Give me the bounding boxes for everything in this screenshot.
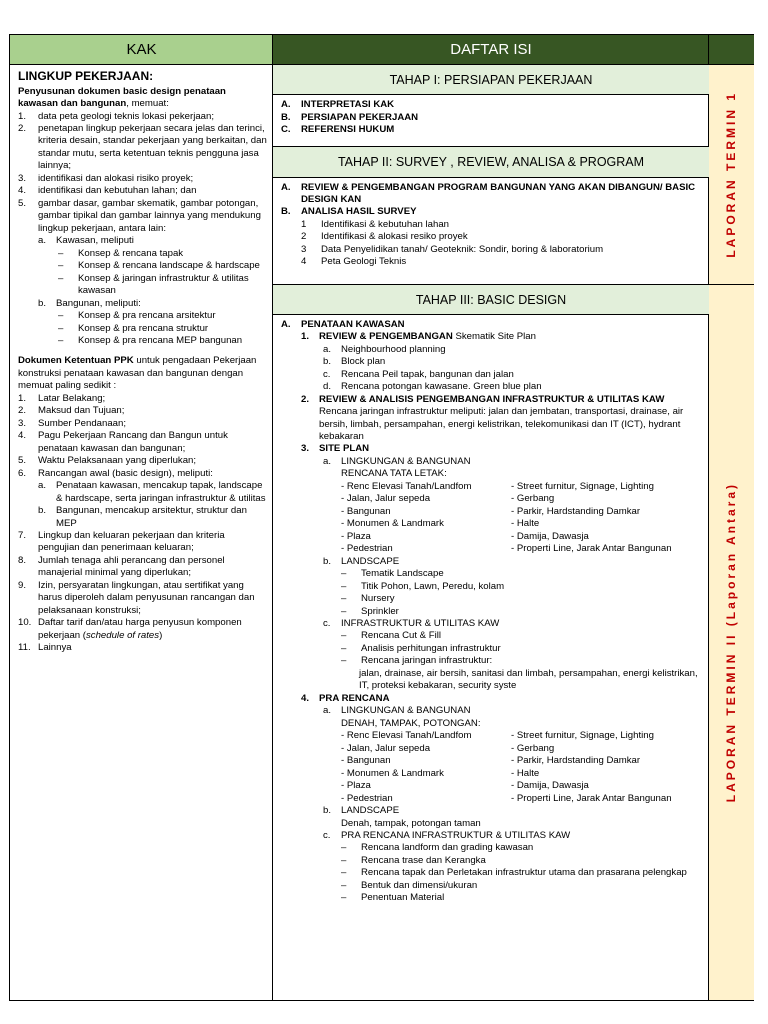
list-item	[281, 606, 703, 618]
list-number: B.	[281, 111, 291, 123]
dokumen-list	[18, 530, 267, 617]
list-item: a. LINGKUNGAN & BANGUNAN	[323, 455, 471, 467]
list-item	[281, 842, 703, 854]
list-item: - Plaza	[341, 530, 371, 542]
list-item: b. Bangunan, mencakup arsitektur, struktur dan MEP	[38, 505, 247, 529]
list-text: Sprinkler	[361, 605, 399, 617]
list-text: Identifikasi & kebutuhan lahan	[321, 218, 450, 230]
dokumen-intro: Dokumen Ketentuan PPK untuk pengadaan Pekerjaan konstruksi penataan kawasan dan bangunan dengan memuat paling sedikit :	[18, 355, 257, 392]
sub-list	[18, 248, 267, 298]
dash-bullet: –	[341, 879, 347, 891]
tahap3-title: TAHAP III: BASIC DESIGN	[273, 285, 709, 315]
list-item: 10. Daftar tarif dan/atau harga penyusun komponen pekerjaan (schedule of rates)	[18, 617, 242, 641]
daftar-isi-column	[273, 65, 709, 909]
list-item: 2. REVIEW & ANALISIS PENGEMBANGAN INFRASTRUKTUR & UTILITAS KAW Rencana jaringan infrastruktur meliputi: jalan dan jembatan, transportasi, drainase, air bersih, limbah, persampahan, energi kelistrikan, telekomunikasi dan IT (ICT), hydrant kebakaran	[301, 393, 684, 442]
list-item	[281, 630, 703, 642]
list-label: DENAH, TAMPAK, POTONGAN:	[341, 717, 481, 729]
tahap1-title: TAHAP I: PERSIAPAN PEKERJAAN	[273, 65, 709, 95]
list-item: - Street furnitur, Signage, Lighting	[511, 730, 654, 742]
list-text: Maksud dan Tujuan;	[38, 405, 125, 417]
two-column-list	[281, 481, 703, 556]
list-item: - Pedestrian	[341, 792, 393, 804]
list-item: - Halte	[511, 767, 540, 779]
list-item: - Parkir, Hardstanding Damkar	[511, 755, 641, 767]
list-text: Sumber Pendanaan;	[38, 417, 127, 429]
list-text: Konsep & jaringan infrastruktur & utilitas kawasan	[78, 272, 249, 297]
list-number: 1.	[18, 392, 27, 404]
list-text: identifikasi dan kebutuhan lahan; dan	[38, 185, 197, 197]
termin1-label: LAPORAN TERMIN 1	[723, 91, 738, 258]
dash-bullet: –	[341, 630, 347, 642]
list-text: Konsep & rencana landscape & hardscape	[78, 260, 260, 272]
list-text: Pagu Pekerjaan Rancang dan Bangun untuk penataan kawasan dan bangunan;	[38, 430, 228, 454]
lingkup-list	[18, 111, 267, 236]
list-text: Jumlah tenaga ahli perancang dan personel manajerial minimal yang diperlukan;	[38, 554, 225, 579]
list-number: d.	[323, 381, 332, 393]
list-text: Nursery	[361, 593, 395, 605]
list-item	[281, 99, 703, 111]
daftar-isi-header: DAFTAR ISI	[273, 35, 709, 65]
tahap1-body	[273, 95, 709, 147]
dash-bullet: –	[58, 310, 64, 322]
document-table	[9, 34, 754, 1001]
lingkup-intro: Penyusunan dokumen basic design penataan kawasan dan bangunan, memuat:	[18, 85, 226, 110]
list-text: Konsep & rencana tapak	[78, 247, 184, 259]
list-item	[281, 356, 703, 368]
list-text: Konsep & pra rencana arsitektur	[78, 310, 216, 322]
list-number: 5.	[18, 197, 27, 209]
list-item: 4. PRA RENCANA	[301, 692, 390, 704]
sub-list	[281, 842, 703, 904]
list-item	[281, 855, 703, 867]
list-text: Konsep & pra rencana MEP bangunan	[78, 334, 243, 346]
dash-bullet: –	[58, 334, 64, 346]
two-column-list	[281, 730, 703, 805]
list-item	[281, 112, 703, 124]
list-label: RENCANA TATA LETAK:	[341, 468, 447, 480]
list-text: Konsep & pra rencana struktur	[78, 322, 209, 334]
list-item: c. PRA RENCANA INFRASTRUKTUR & UTILITAS KAW	[323, 829, 571, 841]
dash-bullet: –	[341, 854, 347, 866]
list-column	[511, 481, 703, 556]
dash-bullet: –	[341, 642, 347, 654]
dash-bullet: –	[341, 580, 347, 592]
list-text: Rencana Peil tapak, bangunan dan jalan	[341, 368, 514, 380]
list-item	[18, 468, 267, 480]
list-item	[18, 273, 267, 298]
list-text: Lingkup dan keluaran pekerjaan dan kriteria pengujian dan penerimaan keluaran;	[38, 530, 225, 554]
termin2-label: LAPORAN TERMIN II (Laporan Antara)	[723, 482, 738, 803]
sub-list	[281, 219, 703, 269]
list-item: - Damija, Dawasja	[511, 780, 589, 792]
dash-bullet: –	[341, 593, 347, 605]
list-item	[18, 185, 267, 197]
list-item	[18, 323, 267, 335]
list-text: gambar dasar, gambar skematik, gambar potongan, gambar tipikal dan gambar lainnya yang mendukung lingkup pekerjaan, antara lain:	[38, 197, 261, 234]
list-text: data peta geologi teknis lokasi pekerjaan;	[38, 110, 215, 122]
kak-header: KAK	[10, 35, 273, 65]
list-text: Block plan	[341, 356, 386, 368]
dash-bullet: –	[341, 605, 347, 617]
list-item	[281, 892, 703, 904]
termin1-cell	[709, 65, 754, 285]
list-text: Neighbourhood planning	[341, 343, 446, 355]
list-text: Latar Belakang;	[38, 392, 106, 404]
list-item: a. LINGKUNGAN & BANGUNAN	[323, 705, 471, 717]
sub-list	[281, 568, 703, 618]
list-text: INTERPRETASI KAK	[301, 99, 395, 111]
list-item	[281, 581, 703, 593]
list-number: 3	[301, 243, 307, 255]
dash-bullet: –	[341, 867, 347, 879]
kak-column	[10, 65, 273, 655]
list-item	[281, 568, 703, 580]
list-column	[341, 730, 511, 805]
list-item	[18, 580, 267, 617]
list-text: Peta Geologi Teknis	[321, 256, 407, 268]
list-item	[18, 260, 267, 272]
list-item	[18, 248, 267, 260]
list-item: 1. REVIEW & PENGEMBANGAN Skematik Site Plan	[301, 331, 536, 343]
list-item	[281, 219, 703, 231]
list-number: a.	[323, 343, 332, 355]
list-text: Identifikasi & alokasi resiko proyek	[321, 231, 468, 243]
list-item	[18, 123, 267, 173]
list-text: Rencana trase dan Kerangka	[361, 854, 486, 866]
list-text: Rancangan awal (basic design), meliputi:	[38, 467, 213, 479]
list-item	[18, 555, 267, 580]
list-text: Data Penyelidikan tanah/ Geoteknik: Sondir, boring & laboratorium	[321, 243, 604, 255]
list-number: 8.	[18, 554, 27, 566]
list-item: - Pedestrian	[341, 543, 393, 555]
list-item	[18, 418, 267, 430]
list-item	[281, 867, 703, 879]
list-item: - Monumen & Landmark	[341, 518, 444, 530]
list-item	[281, 369, 703, 381]
list-item: - Jalan, Jalur sepeda	[341, 742, 431, 754]
list-number: 1.	[18, 110, 27, 122]
tahap2-body	[273, 178, 709, 285]
list-item: - Monumen & Landmark	[341, 767, 444, 779]
list-text: PERSIAPAN PEKERJAAN	[301, 111, 419, 123]
list-item: - Bangunan	[341, 755, 391, 767]
list-number: 4	[301, 256, 307, 268]
list-text: Waktu Pelaksanaan yang diperlukan;	[38, 455, 197, 467]
list-text: Rencana landform dan grading kawasan	[361, 842, 534, 854]
dash-bullet: –	[58, 260, 64, 272]
sub-list	[18, 310, 267, 347]
list-item	[18, 455, 267, 467]
list-item	[281, 381, 703, 393]
list-column	[511, 730, 703, 805]
list-item: c. INFRASTRUKTUR & UTILITAS KAW	[323, 618, 500, 629]
list-item: a. Penataan kawasan, mencakup tapak, landscape & hardscape, serta jaringan infrastruktur & utilitas	[38, 480, 266, 504]
list-text: jalan, drainase, air bersih, sanitasi dan limbah, persampahan, energi kelistrikan, IT, proteksi kebakaran, security syste	[359, 667, 698, 692]
termin2-cell	[709, 285, 754, 1000]
list-number: 7.	[18, 530, 27, 541]
list-item	[18, 111, 267, 123]
list-item	[281, 880, 703, 892]
list-text: identifikasi dan alokasi risiko proyek;	[38, 172, 194, 184]
list-text: penetapan lingkup pekerjaan secara jelas dan terinci, kriteria desain, standar pekerjaan yang berkaitan, dan standar mutu, serta ketentuan teknis pengguna jasa lainnya;	[38, 123, 267, 172]
list-item: b. LANDSCAPE	[323, 555, 400, 567]
list-text: Rencana tapak dan Perletakan infrastruktur utama dan prasarana pelengkap	[361, 867, 687, 879]
list-item: - Street furnitur, Signage, Lighting	[511, 480, 654, 492]
dokumen-list	[18, 393, 267, 480]
list-number: 4.	[18, 185, 27, 197]
tahap3-body	[273, 315, 709, 909]
list-text: Bentuk dan dimensi/ukuran	[361, 879, 478, 891]
sub-list	[281, 630, 703, 667]
dash-bullet: –	[58, 272, 64, 284]
list-item: a. Kawasan, meliputi	[38, 235, 134, 247]
list-text: Tematik Landscape	[361, 568, 444, 580]
list-item: 11. Lainnya	[18, 642, 72, 654]
list-text: Rencana Cut & Fill	[361, 630, 441, 642]
list-item: - Properti Line, Jarak Antar Bangunan	[511, 792, 672, 804]
list-text: Analisis perhitungan infrastruktur	[361, 642, 501, 654]
list-item: - Renc Elevasi Tanah/Landfom	[341, 480, 472, 492]
list-item: - Gerbang	[511, 493, 555, 505]
lingkup-title: LINGKUP PEKERJAAN:	[18, 69, 154, 83]
list-column	[341, 481, 511, 556]
list-text: REFERENSI HUKUM	[301, 124, 395, 136]
list-item: b. LANDSCAPE	[323, 805, 400, 817]
list-item: b. Bangunan, meliputi:	[38, 297, 141, 309]
list-item: A. REVIEW & PENGEMBANGAN PROGRAM BANGUNAN YANG AKAN DIBANGUN/ BASIC DESIGN KAN	[281, 181, 696, 205]
list-item	[18, 198, 267, 235]
list-item: - Jalan, Jalur sepeda	[341, 493, 431, 505]
list-item: - Gerbang	[511, 742, 555, 754]
list-number: 2.	[18, 405, 27, 417]
list-item	[18, 530, 267, 555]
list-number: c.	[323, 368, 331, 380]
list-number: 9.	[18, 579, 27, 591]
list-text: Rencana potongan kawasane. Green blue plan	[341, 381, 542, 393]
list-text: Titik Pohon, Lawn, Peredu, kolam	[361, 580, 505, 592]
list-text: Rencana jaringan infrastruktur:	[361, 655, 493, 667]
dash-bullet: –	[58, 322, 64, 334]
list-item	[18, 393, 267, 405]
list-number: 5.	[18, 455, 27, 467]
list-number: 2	[301, 231, 307, 243]
tahap2-title: TAHAP II: SURVEY , REVIEW, ANALISA & PROGRAM	[273, 147, 709, 177]
list-item: - Damija, Dawasja	[511, 530, 589, 542]
list-item: - Bangunan	[341, 505, 391, 517]
list-number: 3.	[18, 172, 27, 184]
list-item	[281, 593, 703, 605]
list-item	[18, 335, 267, 347]
list-number: 1	[301, 218, 307, 230]
list-item	[281, 231, 703, 243]
list-item	[281, 256, 703, 268]
list-number: 4.	[18, 430, 27, 442]
list-text: Penentuan Material	[361, 892, 445, 904]
list-item: - Renc Elevasi Tanah/Landfom	[341, 730, 472, 742]
list-text: Izin, persyaratan lingkungan, atau sertifikat yang harus diperoleh dalam penyusunan rancangan dan pelaksanaan konstruksi;	[38, 579, 255, 616]
list-item	[18, 310, 267, 322]
list-item	[281, 643, 703, 655]
dash-bullet: –	[341, 568, 347, 580]
list-item: 3. SITE PLAN	[301, 443, 370, 455]
dash-bullet: –	[341, 655, 347, 667]
list-item: - Properti Line, Jarak Antar Bangunan	[511, 543, 672, 555]
list-text: Denah, tampak, potongan taman	[341, 817, 481, 829]
list-number: b.	[323, 356, 332, 368]
list-item	[18, 430, 267, 455]
list-item	[281, 344, 703, 356]
list-number: C.	[281, 124, 291, 136]
list-item: A. PENATAAN KAWASAN	[281, 318, 405, 330]
sub-list	[281, 344, 703, 394]
list-number: 6.	[18, 467, 27, 479]
list-item	[281, 655, 703, 667]
list-item	[281, 124, 703, 136]
list-number: 3.	[18, 417, 27, 429]
list-item: - Parkir, Hardstanding Damkar	[511, 505, 641, 517]
list-item	[18, 405, 267, 417]
list-item: - Plaza	[341, 780, 371, 792]
list-item	[281, 244, 703, 256]
dash-bullet: –	[341, 842, 347, 854]
list-item: B. ANALISA HASIL SURVEY	[281, 206, 417, 218]
list-number: 2.	[18, 123, 27, 134]
dash-bullet: –	[341, 892, 347, 904]
side-header	[709, 35, 754, 65]
list-item	[18, 173, 267, 185]
dash-bullet: –	[58, 247, 64, 259]
list-number: A.	[281, 99, 291, 111]
laporan-column	[709, 65, 754, 1000]
list-item: - Halte	[511, 518, 540, 530]
